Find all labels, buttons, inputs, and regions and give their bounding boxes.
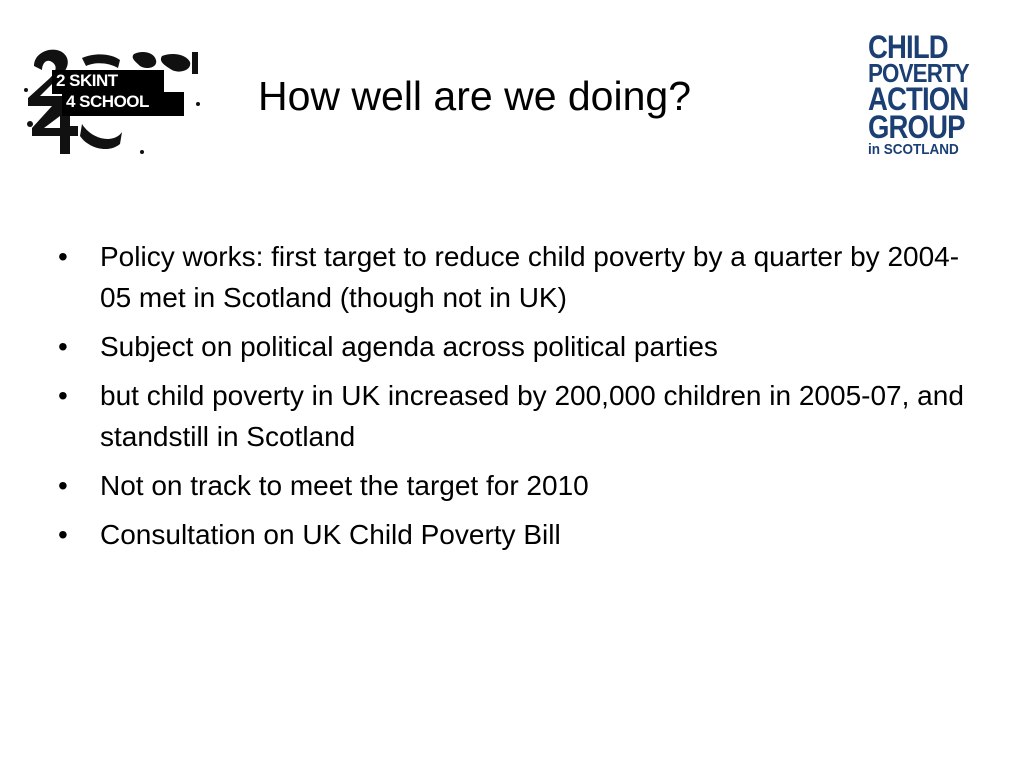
- bullet-marker: •: [58, 380, 68, 411]
- bullet-item: [58, 375, 978, 457]
- bullet-list: [58, 236, 978, 563]
- logo-tag-line1: 2 SKINT: [56, 71, 118, 90]
- logo-text-child: CHILD: [868, 29, 948, 65]
- slide-title: How well are we doing?: [258, 73, 692, 119]
- logo-tag-text: [56, 70, 149, 112]
- logo-text-action: ACTION: [868, 81, 969, 117]
- logo-tag-line2: 4 SCHOOL: [66, 92, 149, 111]
- bullet-item: [58, 514, 978, 555]
- logo-text-group: GROUP: [868, 109, 965, 145]
- cpag-scotland-logo: [868, 29, 988, 159]
- bullet-item: [58, 326, 978, 367]
- bullet-marker: •: [58, 519, 68, 550]
- bullet-item: [58, 236, 978, 318]
- bullet-text: Consultation on UK Child Poverty Bill: [100, 519, 561, 550]
- 2skint-4school-logo: [22, 44, 204, 160]
- bullet-marker: •: [58, 470, 68, 501]
- bullet-marker: •: [58, 331, 68, 362]
- bullet-marker: •: [58, 241, 68, 272]
- bullet-text: but child poverty in UK increased by 200,000 children in 2005-07, and standstill in Scotland: [100, 380, 964, 452]
- logo-text-poverty: POVERTY: [868, 58, 969, 88]
- bullet-item: [58, 465, 978, 506]
- bullet-text: Policy works: first target to reduce child poverty by a quarter by 2004-05 met in Scotland (though not in UK): [100, 241, 960, 313]
- bullet-text: Not on track to meet the target for 2010: [100, 470, 589, 501]
- bullet-text: Subject on political agenda across political parties: [100, 331, 718, 362]
- logo-text-in-scotland: in SCOTLAND: [868, 141, 959, 158]
